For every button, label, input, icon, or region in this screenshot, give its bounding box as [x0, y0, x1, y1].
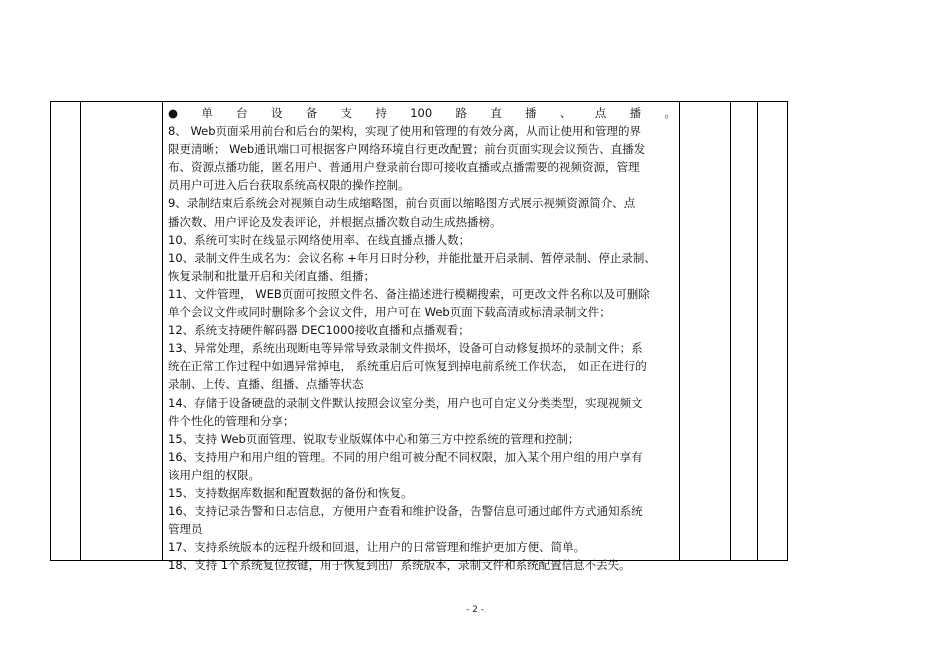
spec-line: 11、文件管理， WEB页面可按照文件名、备注描述进行模糊搜索，可更改文件名称以及可删除	[168, 286, 650, 301]
spec-line: 录制、上传、直播、组播、点播等状态	[168, 377, 364, 392]
spec-line: 16、支持用户和用户组的管理。不同的用户组可被分配不同权限，加入某个用户组的用户享有	[168, 449, 643, 464]
spec-line: 限更清晰； Web通讯端口可根据客户网络环境自行更改配置；前台页面实现会议预告、直播发	[168, 142, 646, 157]
bullet-line-token: 台	[236, 106, 248, 120]
bullet-line-token: 备	[305, 106, 318, 120]
page-number: - 2 -	[466, 605, 484, 615]
spec-line: 16、支持记录告警和日志信息，方便用户查看和维护设备，告警信息可通过邮件方式通知系统	[168, 504, 643, 519]
bullet-line-token: 。	[664, 106, 676, 120]
spec-line: 10、录制文件生成名为：会议名称 +年月日时分秒，并能批量开启录制、暂停录制、停止录制、	[168, 250, 656, 265]
spec-line: 13、异常处理，系统出现断电等异常导致录制文件损坏，设备可自动修复损坏的录制文件；系	[168, 341, 643, 356]
spec-line: 该用户组的权限。	[168, 467, 260, 482]
spec-line: 播次数、用户评论及发表评论，并根据点播次数自动生成热播榜。	[168, 214, 502, 229]
spec-line: 件个性化的管理和分享；	[168, 413, 295, 428]
bullet-line-token: 持	[375, 106, 387, 120]
spec-line: 统在正常工作过程中如遇异常掉电， 系统重启后可恢复到掉电前系统工作状态， 如正在进行的	[168, 359, 647, 374]
spec-line: 9、录制结束后系统会对视频自动生成缩略图，前台页面以缩略图方式展示视频资源简介、点	[168, 196, 636, 211]
spec-line-bullet	[168, 104, 676, 122]
spec-line: 8、 Web页面采用前台和后台的架构，实现了使用和管理的有效分离，从而让使用和管理的界	[168, 124, 642, 139]
bullet-line-token: ●	[168, 106, 179, 120]
bullet-line-token: 播	[525, 106, 537, 120]
table-top-border	[50, 101, 788, 102]
bullet-line-token: 路	[455, 106, 467, 120]
bullet-line-token: 、	[559, 106, 572, 120]
spec-text-cell	[168, 104, 678, 574]
spec-line: 10、系统可实时在线显示网络使用率、在线直播点播人数；	[168, 232, 471, 247]
table-column-border	[162, 101, 163, 560]
spec-line: 管理员	[168, 522, 203, 537]
spec-line: 15、支持 Web页面管理、锐取专业版媒体中心和第三方中控系统的管理和控制；	[168, 431, 580, 446]
bullet-line-token: 播	[629, 106, 642, 120]
table-column-border	[80, 101, 81, 560]
bullet-line-token: 单	[201, 106, 213, 120]
spec-line: 员用户可进入后台获取系统高权限的操作控制。	[168, 178, 410, 193]
spec-line: 14、存储于设备硬盘的录制文件默认按照会议室分类，用户也可自定义分类类型，实现视频文	[168, 395, 643, 410]
bullet-line-token: 100	[410, 106, 433, 120]
table-column-border	[730, 101, 731, 560]
spec-line: 15、支持数据库数据和配置数据的备份和恢复。	[168, 485, 413, 500]
spec-line: 17、支持系统版本的远程升级和回退，让用户的日常管理和维护更加方便、简单。	[168, 540, 586, 555]
table-column-border	[50, 101, 51, 560]
table-column-border	[757, 101, 758, 560]
bullet-line-token: 设	[270, 106, 283, 120]
spec-line: 恢复录制和批量开启和关闭直播、组播；	[168, 268, 375, 283]
spec-line: 18、支持 1个系统复位按键，用于恢复到出厂系统版本，录制文件和系统配置信息不丢失。	[168, 558, 631, 573]
spec-line: 12、系统支持硬件解码器 DEC1000接收直播和点播观看；	[168, 323, 470, 338]
spec-lines	[168, 122, 678, 574]
spec-line: 单个会议文件或同时删除多个会议文件，用户可在 Web页面下载高清或标清录制文件；	[168, 305, 611, 320]
table-column-border	[787, 101, 788, 560]
bullet-line-token: 直	[490, 106, 502, 120]
table-column-border	[679, 101, 680, 560]
bullet-line-token: 支	[340, 106, 353, 120]
spec-line: 布、资源点播功能，匿名用户、普通用户登录前台即可接收直播或点播需要的视频资源，管理	[168, 160, 640, 175]
bullet-line-token: 点	[594, 106, 607, 120]
